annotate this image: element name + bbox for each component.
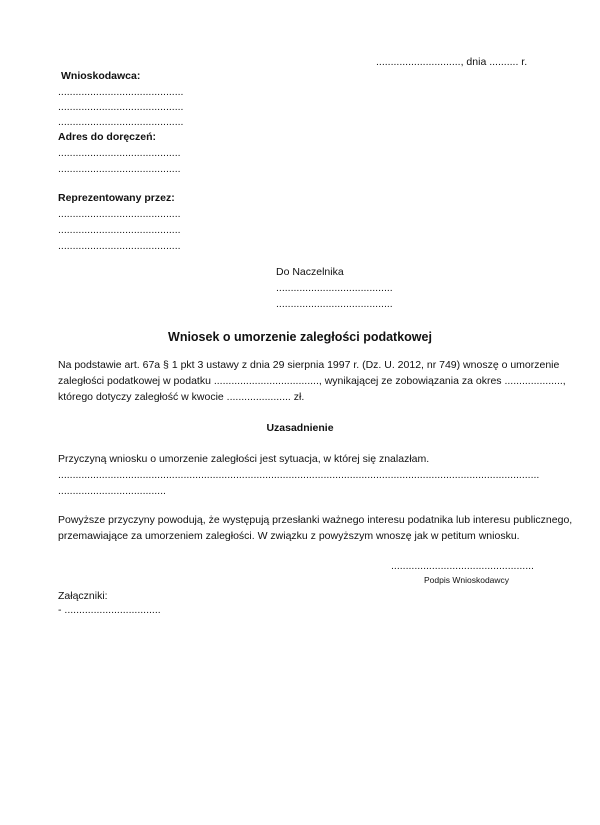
recipient-line-2: ........................................ bbox=[276, 298, 393, 310]
applicant-line-2: ........................................... bbox=[58, 101, 184, 113]
represented-line-1: .......................................... bbox=[58, 208, 181, 220]
body-line-3: którego dotyczy zaległość w kwocie ...................... zł. bbox=[58, 391, 305, 403]
justification-sentence: Przyczyną wniosku o umorzenie zaległości jest sytuacja, w której się znalazłam. bbox=[58, 453, 430, 465]
body-line-1: Na podstawie art. 67a § 1 pkt 3 ustawy z dnia 29 sierpnia 1997 r. (Dz. U. 2012, nr 749) wnoszę o umorzenie bbox=[58, 359, 560, 371]
address-line-1: .......................................... bbox=[58, 147, 181, 159]
recipient-line-1: ........................................ bbox=[276, 282, 393, 294]
signature-label: Podpis Wnioskodawcy bbox=[424, 575, 510, 585]
body-line-2: zaległości podatkowej w podatku ...................................., wynikającej ze zobowiązania za okres ...................., bbox=[58, 375, 566, 387]
signature-dots: ................................................. bbox=[391, 560, 534, 572]
applicant-line-3: ........................................... bbox=[58, 116, 184, 128]
address-label: Adres do doręczeń: bbox=[58, 131, 157, 143]
conclusion-line-1: Powyższe przyczyny powodują, że występują przesłanki ważnego interesu podatnika lub interesu publicznego, bbox=[58, 514, 573, 526]
conclusion-line-2: przemawiające za umorzeniem zaległości. W związku z powyższym wnoszę jak w petitum wniosku. bbox=[58, 530, 520, 542]
represented-line-2: .......................................... bbox=[58, 224, 181, 236]
justification-dots-1: ..................................................................................................................................................................... bbox=[58, 469, 540, 481]
date-line: ............................., dnia .......... r. bbox=[376, 56, 528, 68]
justification-heading: Uzasadnienie bbox=[266, 422, 334, 434]
represented-line-3: .......................................... bbox=[58, 240, 181, 252]
applicant-line-1: ........................................... bbox=[58, 86, 184, 98]
attachments-item: - ................................. bbox=[58, 604, 161, 616]
document-title: Wniosek o umorzenie zaległości podatkowej bbox=[168, 330, 432, 344]
justification-dots-2: ..................................... bbox=[58, 485, 166, 497]
applicant-label: Wnioskodawca: bbox=[61, 70, 141, 82]
represented-label: Reprezentowany przez: bbox=[58, 192, 175, 204]
attachments-label: Załączniki: bbox=[58, 590, 108, 602]
recipient-label: Do Naczelnika bbox=[276, 266, 344, 278]
address-line-2: .......................................... bbox=[58, 163, 181, 175]
